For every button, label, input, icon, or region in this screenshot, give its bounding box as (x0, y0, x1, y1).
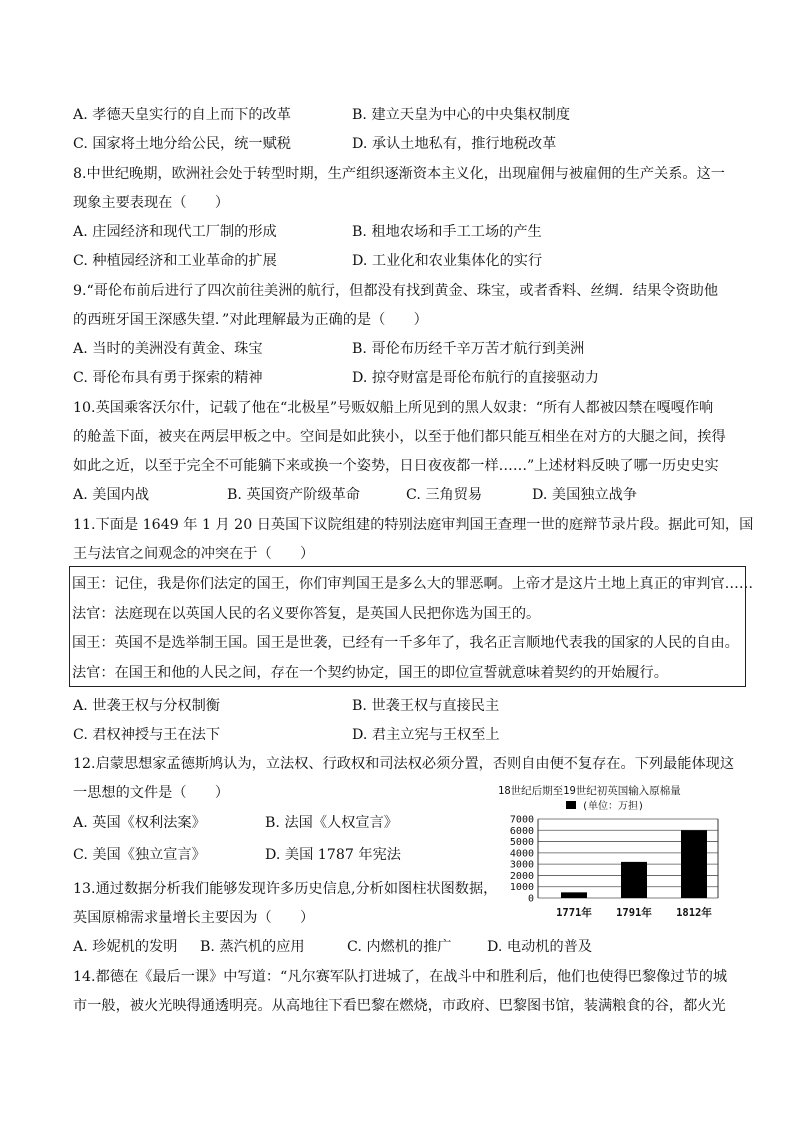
q13-stem-line: 13.通过数据分析我们能够发现许多历史信息,分析如图柱状图数据， (73, 881, 498, 897)
chart-legend: (单位：万担) (582, 801, 645, 812)
q12-option-d: D. 美国 1787 年宪法 (265, 847, 401, 863)
q8-option-d: D. 工业化和农业集体化的实行 (352, 253, 543, 269)
dialogue-line: 国王：英国不是选举制王国。国王是世袭，已经有一千多年了，我名正言顺地代表我的国家的人民的自由。 (72, 635, 739, 651)
q13-stem-line: 英国原棉需求量增长主要因为（ ） (73, 910, 315, 926)
q8-option-b: B. 租地农场和手工工场的产生 (352, 224, 542, 240)
q7-option-c: C. 国家将土地分给公民，统一赋税 (73, 136, 291, 152)
q11-option-c: C. 君权神授与王在法下 (73, 727, 221, 743)
q10-stem-line: 10.英国乘客沃尔什，记载了他在“北极星”号贩奴船上所见到的黑人奴隶：“所有人都被囚禁在嘎嘎作响 (73, 400, 714, 416)
y-tick-label: 3000 (509, 859, 534, 871)
q11-dialogue-box (69, 566, 754, 687)
legend-swatch (566, 801, 576, 809)
y-tick-label: 0 (527, 893, 534, 905)
q12-option-b: B. 法国《人权宣言》 (265, 815, 398, 831)
bar-1771年 (561, 892, 587, 898)
dialogue-line: 法官：法庭现在以英国人民的名义要你答复，是英国人民把你选为国王的。 (72, 606, 541, 622)
q7-option-b: B. 建立天皇为中心的中央集权制度 (352, 107, 571, 123)
q11-option-b: B. 世袭王权与直接民主 (352, 698, 500, 714)
q8-stem-line: 8.中世纪晚期，欧洲社会处于转型时期，生产组织逐渐资本主义化，出现雇佣与被雇佣的生产关系。这一 (73, 166, 725, 182)
bar-1791年 (621, 862, 647, 898)
q7-option-d: D. 承认土地私有，推行地税改革 (352, 136, 557, 152)
q10-option-d: D. 美国独立战争 (532, 487, 638, 503)
q10-stem-line: 如此之近，以至于完全不可能躺下来或换一个姿势，日日夜夜都一样……”上述材料反映了哪一历史史实 (73, 458, 719, 474)
q11-stem-line: 11.下面是 1649 年 1 月 20 日英国下议院组建的特别法庭审判国王查理一世的庭辩节录片段。据此可知，国 (73, 517, 754, 533)
bar-1812年 (681, 830, 707, 898)
q10-option-c: C. 三角贸易 (406, 487, 483, 503)
q9-stem-line: 9.“哥伦布前后进行了四次前往美洲的航行，但都没有找到黄金、珠宝，或者香料、丝绸．结果令资助他 (73, 283, 719, 299)
q11-option-d: D. 君主立宪与王权至上 (352, 727, 500, 743)
q9-option-a: A. 当时的美洲没有黄金、珠宝 (73, 341, 263, 357)
q13-option-d: D. 电动机的普及 (487, 939, 593, 955)
q14-stem-line: 14.都德在《最后一课》中写道：“凡尔赛军队打进城了，在战斗中和胜利后，他们也使得巴黎像过节的城 (73, 969, 728, 985)
q10-stem-line: 的舱盖下面，被夹在两层甲板之中。空间是如此狭小，以至于他们都只能互相坐在对方的大腿之间，挨得 (73, 429, 726, 445)
q7-option-a: A. 孝德天皇实行的自上而下的改革 (73, 107, 291, 123)
y-tick-label: 6000 (509, 825, 534, 837)
x-tick-label: 1791年 (616, 907, 652, 919)
q9-option-d: D. 掠夺财富是哥伦布航行的直接驱动力 (352, 370, 599, 386)
q12-option-c: C. 美国《独立宣言》 (73, 847, 206, 863)
q10-option-a: A. 美国内战 (73, 487, 150, 503)
dialogue-line: 法官：在国王和他的人民之间，存在一个契约协定，国王的即位宣誓就意味着契约的开始履行。 (72, 665, 668, 681)
x-tick-label: 1771年 (556, 907, 592, 919)
q9-option-b: B. 哥伦布历经千辛万苦才航行到美洲 (352, 341, 585, 357)
y-tick-label: 7000 (509, 814, 534, 826)
q8-option-a: A. 庄园经济和现代工厂制的形成 (73, 224, 277, 240)
q10-option-b: B. 英国资产阶级革命 (227, 487, 360, 503)
q12-stem-line: 一思想的文件是（ ） (73, 785, 230, 801)
raw-cotton-bar-chart (496, 783, 776, 923)
q9-stem-line: 的西班牙国王深感失望．”对此理解最为正确的是（ ） (73, 312, 428, 328)
q14-stem-line: 市一般，被火光映得通透明亮。从高地往下看巴黎在燃烧，市政府、巴黎图书馆，装满粮食的谷，都火光 (73, 998, 726, 1014)
q8-stem-line: 现象主要表现在（ ） (73, 195, 230, 211)
chart-title: 18世纪后期至19世纪初英国输入原棉量 (498, 785, 681, 797)
y-tick-label: 4000 (509, 848, 534, 860)
q13-option-a: A. 珍妮机的发明 (73, 939, 178, 955)
q9-option-c: C. 哥伦布具有勇于探索的精神 (73, 370, 263, 386)
q12-option-a: A. 英国《权利法案》 (73, 815, 206, 831)
q13-option-b: B. 蒸汽机的应用 (200, 939, 305, 955)
y-tick-label: 1000 (509, 882, 534, 894)
dialogue-line: 国王：记住，我是你们法定的国王，你们审判国王是多么大的罪恶啊。上帝才是这片土地上真正的审判官…… (72, 576, 754, 592)
q12-stem-line: 12.启蒙思想家孟德斯鸠认为，立法权、行政权和司法权必须分置，否则自由便不复存在。下列最能体现这 (73, 756, 735, 772)
q13-option-c: C. 内燃机的推广 (347, 939, 452, 955)
q8-option-c: C. 种植园经济和工业革命的扩展 (73, 253, 277, 269)
y-tick-label: 5000 (509, 837, 534, 849)
q11-option-a: A. 世袭王权与分权制衡 (73, 698, 220, 714)
y-tick-label: 2000 (509, 870, 534, 882)
x-tick-label: 1812年 (676, 907, 712, 919)
q11-stem-line: 王与法官之间观念的冲突在于（ ） (73, 546, 315, 562)
